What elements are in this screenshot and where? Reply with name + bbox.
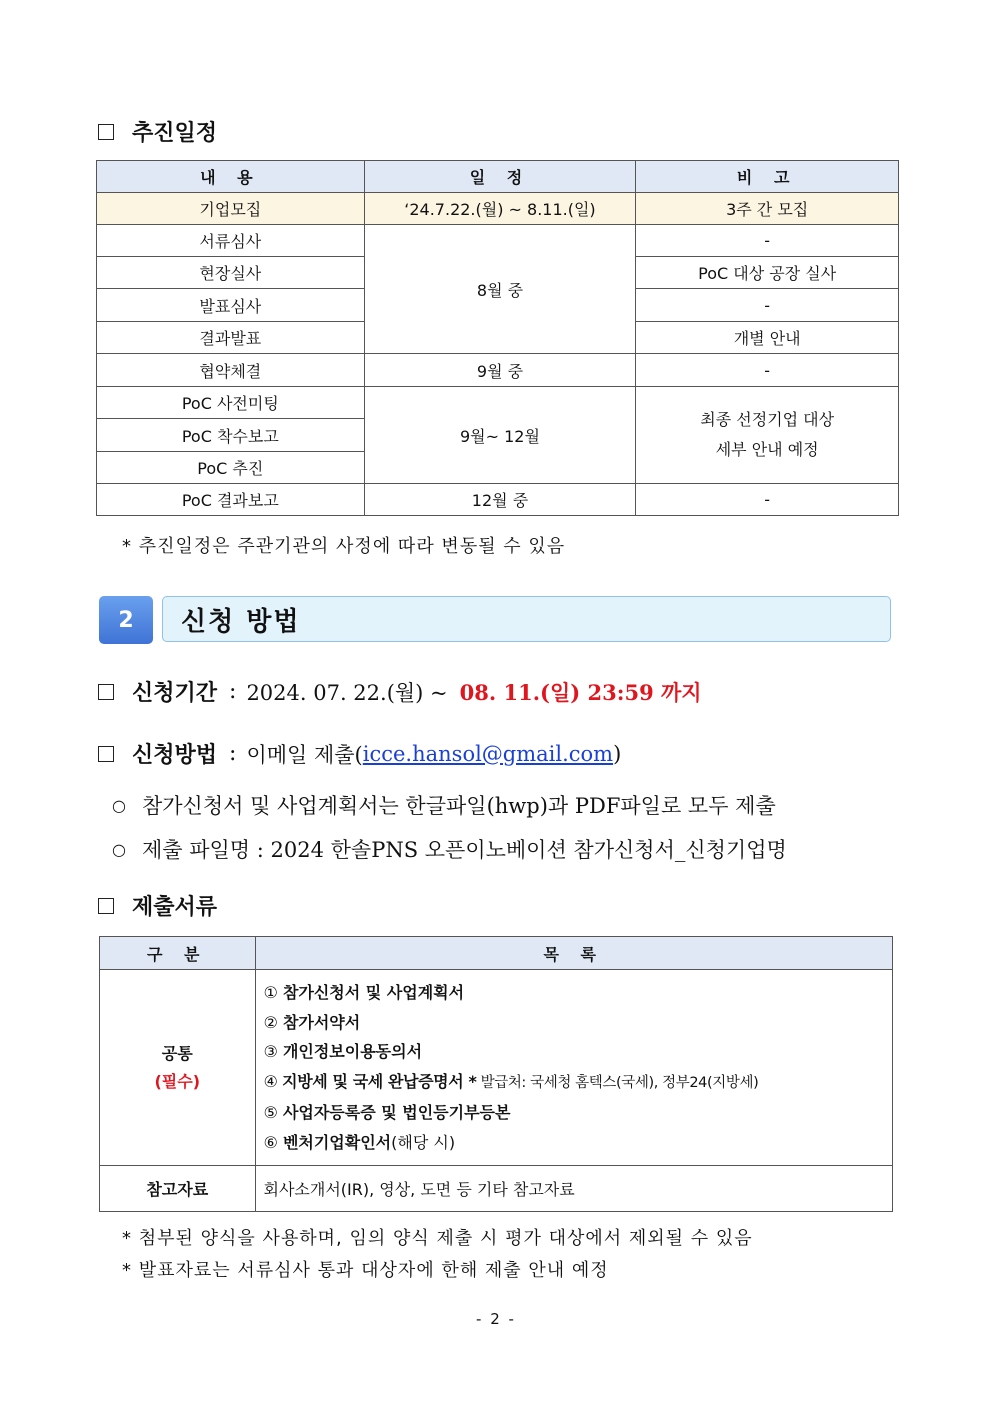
bullet-text: 제출 파일명 : 2024 한솔PNS 오픈이노베이션 참가신청서_신청기업명 (141, 838, 787, 862)
documents-list-cell (255, 970, 893, 1166)
common-cell (100, 970, 256, 1166)
item-number: ⑤ (263, 1103, 278, 1122)
item-number: ⑥ (263, 1132, 278, 1152)
list-item (264, 978, 893, 1008)
period-line (98, 676, 702, 707)
checkbox-square-icon (98, 684, 114, 700)
checkbox-square-icon (98, 746, 114, 762)
cell-item: 기업모집 (97, 193, 365, 225)
cell-item: 서류심사 (97, 225, 365, 257)
cell-note: - (636, 484, 899, 516)
cell-item: 현장실사 (97, 257, 365, 289)
section-title: 신청 방법 (181, 606, 301, 637)
checkbox-square-icon (98, 898, 114, 914)
common-label: 공통 (161, 1043, 193, 1063)
schedule-header-content: 내 용 (97, 161, 365, 193)
cell-item: 협약체결 (97, 354, 365, 387)
section-title-bar (162, 596, 891, 642)
ref-label: 참고자료 (100, 1166, 256, 1212)
page-number: - 2 - (476, 1310, 516, 1328)
email-link[interactable]: icce.hansol@gmail.com (362, 741, 614, 766)
table-row (100, 1166, 893, 1212)
required-label: (필수) (154, 1071, 201, 1091)
schedule-footnote: * 추진일정은 주관기관의 사정에 따라 변동될 수 있음 (122, 536, 566, 557)
item-bold: 개인정보이용동의서 (282, 1042, 423, 1061)
method-colon: : (229, 741, 237, 766)
documents-note-1: * 첨부된 양식을 사용하며, 임의 양식 제출 시 평가 대상에서 제외될 수 있음 (122, 1228, 753, 1249)
documents-title: 제출서류 (132, 895, 218, 920)
item-number: ② (263, 1012, 278, 1032)
item-number: ③ (263, 1042, 278, 1061)
cell-note: 3주 간 모집 (636, 193, 899, 225)
method-text-suffix: ) (613, 741, 622, 766)
item-bold: 지방세 및 국세 완납증명서 * (282, 1071, 477, 1091)
note-line: 최종 선정기업 대상 (700, 410, 835, 429)
cell-item: PoC 결과보고 (97, 484, 365, 516)
schedule-header-date: 일 정 (364, 161, 636, 193)
schedule-header-note: 비 고 (636, 161, 899, 193)
item-bold: 사업자등록증 및 법인등기부등본 (282, 1103, 511, 1122)
method-line (98, 738, 621, 769)
table-row (97, 225, 899, 257)
cell-date: 9월~ 12월 (364, 387, 636, 484)
list-item (264, 1037, 893, 1067)
table-row (97, 193, 899, 225)
cell-item: 발표심사 (97, 289, 365, 322)
period-end: 08. 11.(일) 23:59 까지 (459, 679, 702, 705)
table-row (97, 484, 899, 516)
section-number-badge: 2 (99, 596, 153, 644)
note-line: 세부 안내 예정 (715, 440, 819, 459)
list-item (264, 1098, 893, 1128)
cell-item: PoC 착수보고 (97, 419, 365, 452)
cell-item: PoC 추진 (97, 452, 365, 484)
item-bold: 참가서약서 (282, 1012, 361, 1032)
documents-note-2: * 발표자료는 서류심사 통과 대상자에 한해 제출 안내 예정 (122, 1260, 609, 1281)
period-label: 신청기간 (132, 681, 218, 706)
cell-note: PoC 대상 공장 실사 (636, 257, 899, 289)
list-item (264, 1128, 893, 1158)
item-rest: 발급처: 국세청 홈텍스(국세), 정부24(지방세) (476, 1074, 759, 1091)
cell-note: - (636, 289, 899, 322)
method-bullet-2 (112, 834, 787, 864)
cell-date: 9월 중 (364, 354, 636, 387)
cell-note: - (636, 225, 899, 257)
documents-heading (98, 890, 217, 921)
cell-date: 8월 중 (364, 225, 636, 354)
cell-date: ‘24.7.22.(월) ~ 8.11.(일) (364, 193, 636, 225)
cell-note: 개별 안내 (636, 322, 899, 354)
method-label: 신청방법 (132, 743, 218, 768)
cell-item: PoC 사전미팅 (97, 387, 365, 419)
method-text-prefix: 이메일 제출( (246, 742, 363, 767)
circle-bullet-icon: ○ (112, 839, 126, 859)
period-colon: : (229, 679, 237, 704)
cell-note: - (636, 354, 899, 387)
schedule-title: 추진일정 (132, 121, 218, 146)
table-row (97, 354, 899, 387)
circle-bullet-icon: ○ (112, 795, 126, 815)
checkbox-square-icon (98, 124, 114, 140)
cell-note (636, 387, 899, 484)
schedule-heading (98, 116, 217, 147)
item-number: ④ (263, 1071, 278, 1091)
documents-header-list: 목 록 (255, 937, 893, 970)
ref-text: 회사소개서(IR), 영상, 도면 등 기타 참고자료 (255, 1166, 893, 1212)
list-item (264, 1067, 893, 1099)
item-number: ① (263, 983, 278, 1002)
table-row (97, 387, 899, 419)
table-row (100, 970, 893, 1166)
documents-table (99, 936, 893, 1212)
cell-item: 결과발표 (97, 322, 365, 354)
cell-date: 12월 중 (364, 484, 636, 516)
list-item (264, 1008, 893, 1038)
method-bullet-1 (112, 790, 776, 820)
item-bold: 벤처기업확인서 (282, 1132, 392, 1152)
schedule-table (96, 160, 899, 516)
item-rest: (해당 시) (391, 1132, 456, 1152)
period-start: 2024. 07. 22.(월) ~ (246, 680, 448, 705)
documents-header-category: 구 분 (100, 937, 256, 970)
item-bold: 참가신청서 및 사업계획서 (282, 983, 465, 1002)
bullet-text: 참가신청서 및 사업계획서는 한글파일(hwp)과 PDF파일로 모두 제출 (141, 794, 776, 818)
